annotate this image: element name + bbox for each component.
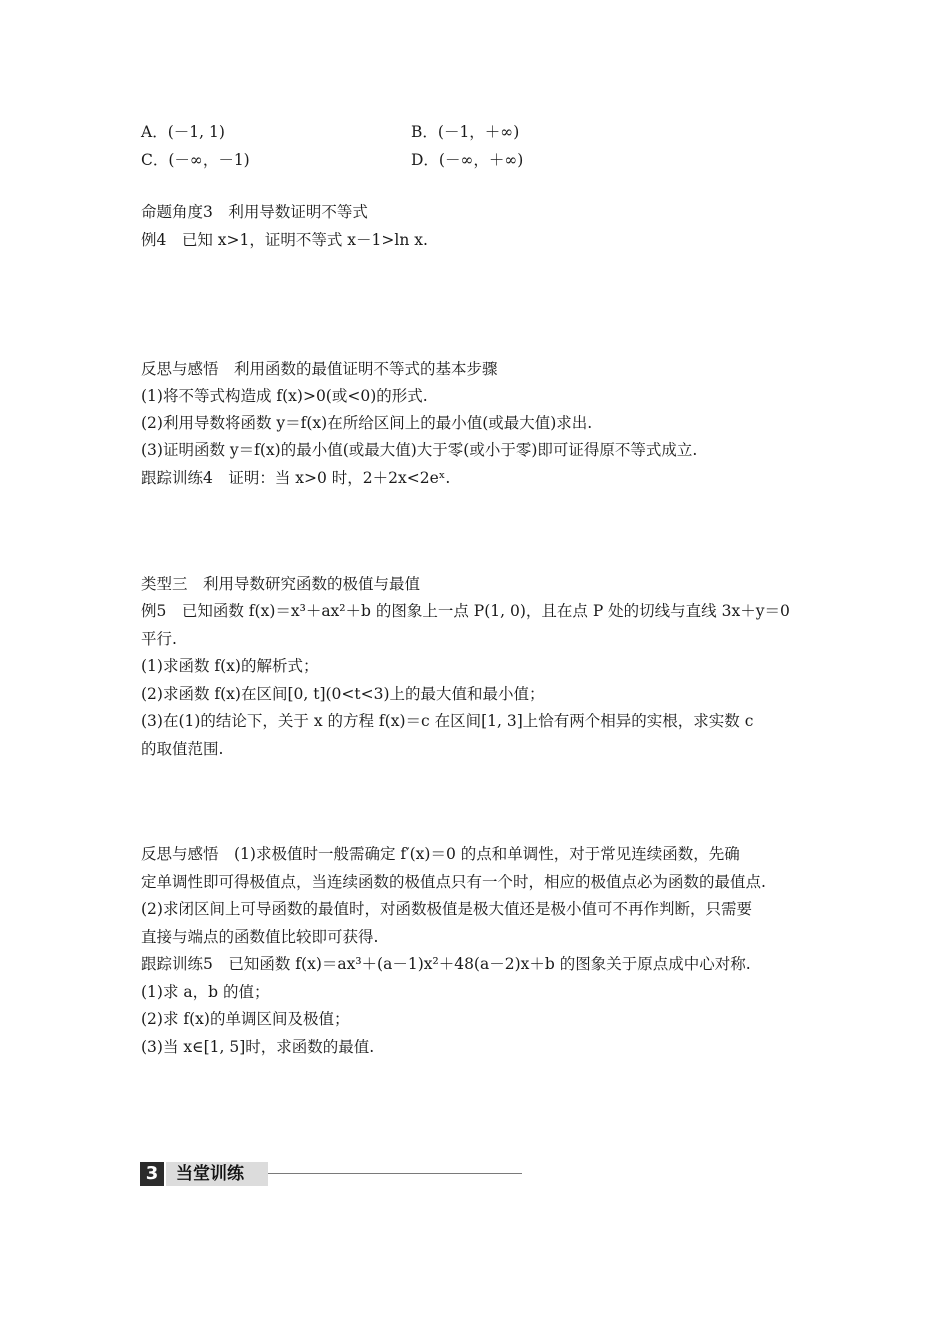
example4: 例4 已知 x>1，证明不等式 x－1>ln x. <box>141 231 428 249</box>
section-title: 当堂训练 <box>176 1164 244 1184</box>
option-c: C．(－∞，－1) <box>141 151 250 169</box>
angle3-title: 命题角度3 利用导数证明不等式 <box>141 203 368 221</box>
reflection2-line1: 反思与感悟 (1)求极值时一般需确定 f′(x)＝0 的点和单调性，对于常见连续函数，先确 <box>141 845 740 863</box>
option-a: A．(－1, 1) <box>141 123 225 141</box>
example5-line2: 平行. <box>141 630 177 648</box>
practice4: 跟踪训练4 证明：当 x>0 时，2＋2x<2eˣ. <box>141 469 451 487</box>
practice5-q1: (1)求 a，b 的值； <box>141 983 270 1001</box>
example5-q3-line1: (3)在(1)的结论下，关于 x 的方程 f(x)＝c 在区间[1, 3]上恰有两个相异的实根，求实数 c <box>141 712 754 730</box>
section-number: 3 <box>140 1162 164 1186</box>
option-b: B．(－1，＋∞) <box>411 123 520 141</box>
practice5-q2: (2)求 f(x)的单调区间及极值； <box>141 1010 350 1028</box>
reflection2-line4: 直接与端点的函数值比较即可获得. <box>141 928 379 946</box>
section-divider <box>268 1173 522 1174</box>
reflection1-step2: (2)利用导数将函数 y＝f(x)在所给区间上的最小值(或最大值)求出. <box>141 414 593 432</box>
reflection1-step1: (1)将不等式构造成 f(x)>0(或<0)的形式. <box>141 387 428 405</box>
practice5: 跟踪训练5 已知函数 f(x)＝ax³＋(a－1)x²＋48(a－2)x＋b 的图象关于原点成中心对称. <box>141 955 751 973</box>
option-d: D．(－∞，＋∞) <box>411 151 524 169</box>
reflection2-line2: 定单调性即可得极值点，当连续函数的极值点只有一个时，相应的极值点必为函数的最值点. <box>141 873 766 891</box>
type3-title: 类型三 利用导数研究函数的极值与最值 <box>141 575 421 593</box>
example5-q3-line2: 的取值范围. <box>141 740 224 758</box>
reflection2-line3: (2)求闭区间上可导函数的最值时，对函数极值是极大值还是极小值可不再作判断，只需要 <box>141 900 752 918</box>
example5-q2: (2)求函数 f(x)在区间[0, t](0<t<3)上的最大值和最小值； <box>141 685 545 703</box>
practice5-q3: (3)当 x∈[1, 5]时，求函数的最值. <box>141 1038 375 1056</box>
section-header <box>140 1162 522 1186</box>
example5-q1: (1)求函数 f(x)的解析式； <box>141 657 319 675</box>
example5-line1: 例5 已知函数 f(x)＝x³＋ax²＋b 的图象上一点 P(1, 0)，且在点 P 处的切线与直线 3x＋y＝0 <box>141 602 790 620</box>
reflection1-title: 反思与感悟 利用函数的最值证明不等式的基本步骤 <box>141 360 498 378</box>
reflection1-step3: (3)证明函数 y＝f(x)的最小值(或最大值)大于零(或小于零)即可证得原不等式成立. <box>141 441 698 459</box>
